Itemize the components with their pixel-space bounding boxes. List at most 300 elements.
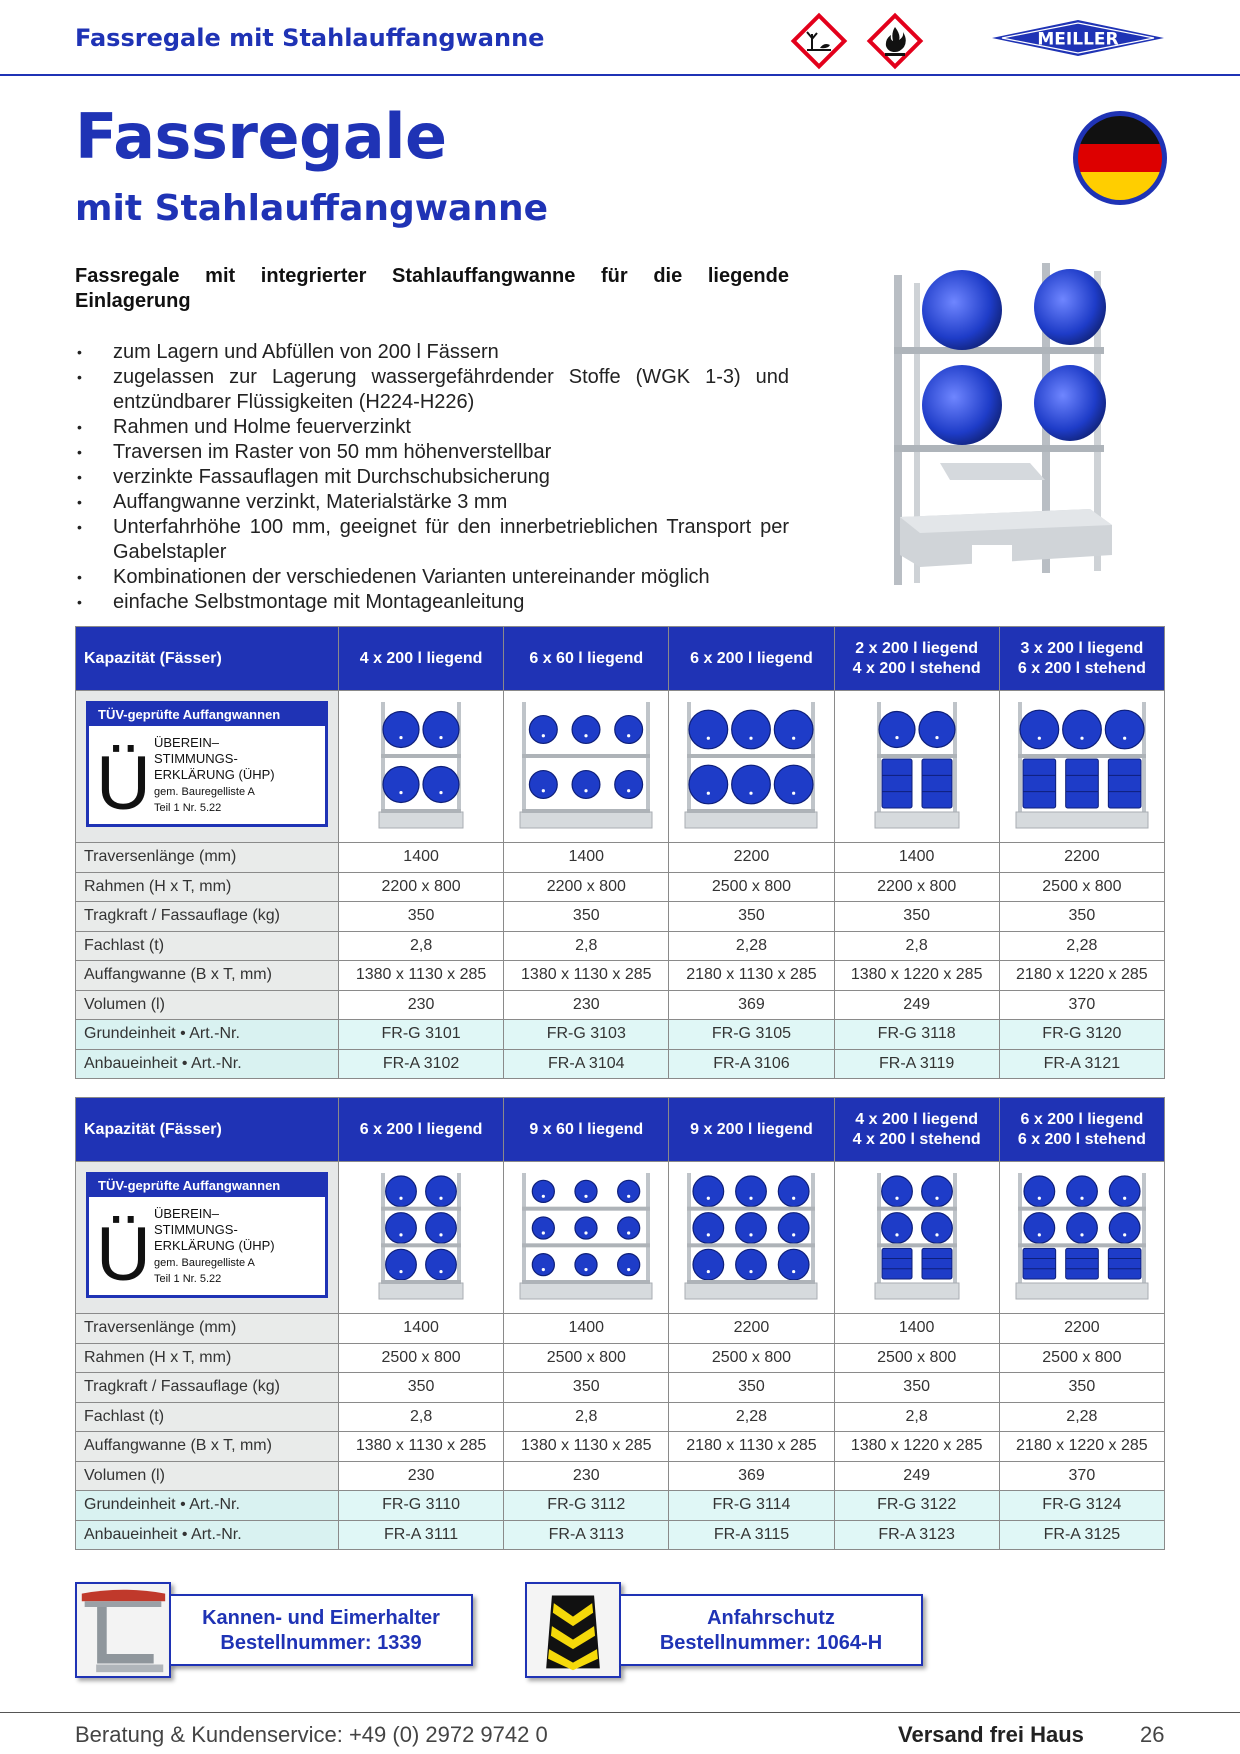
rack-sump <box>379 1283 463 1299</box>
accessory-impact-guard[interactable] <box>619 1594 923 1666</box>
drum-lying <box>693 1176 724 1207</box>
drum-standing <box>1108 1248 1141 1279</box>
drum-lying <box>426 1176 457 1207</box>
table-cell: 1380 x 1130 x 285 <box>339 1432 504 1462</box>
drum-lying <box>779 1249 810 1280</box>
rack-beam <box>687 809 815 813</box>
drum-bung <box>585 1268 588 1271</box>
rack-sump <box>520 1283 652 1299</box>
drum-lying <box>572 771 600 799</box>
drum-standing <box>1108 759 1141 808</box>
row-label: Grundeinheit • Art.-Nr. <box>76 1491 339 1521</box>
article-number-cell[interactable]: FR-A 3123 <box>834 1520 999 1550</box>
row-label: Volumen (l) <box>76 990 339 1020</box>
article-number-cell[interactable]: FR-G 3101 <box>339 1020 504 1050</box>
header-capacity-label: Kapazität (Fässer) <box>76 1098 339 1162</box>
feature-list <box>75 340 789 615</box>
drum-bung <box>935 736 938 739</box>
drum-lying <box>736 1249 767 1280</box>
capacity-line-2: 4 x 200 l stehend <box>852 659 981 677</box>
rack-sump <box>875 812 959 828</box>
row-label: Auffangwanne (B x T, mm) <box>76 961 339 991</box>
table-cell: 2200 x 800 <box>834 872 999 902</box>
accessory-image-can-holder[interactable] <box>75 1582 171 1678</box>
drum-bung <box>1038 1233 1041 1236</box>
table-cell: 350 <box>999 902 1164 932</box>
table-cell: 1400 <box>834 1314 999 1344</box>
drum-lying <box>689 710 728 749</box>
header-capacity-column <box>504 627 669 691</box>
row-label: Volumen (l) <box>76 1461 339 1491</box>
row-label: Tragkraft / Fassauflage (kg) <box>76 1373 339 1403</box>
rack-beam <box>1018 1243 1146 1247</box>
rack-diagram-cell <box>834 691 999 843</box>
table-row <box>76 1343 1165 1373</box>
drum-lying <box>386 1213 417 1244</box>
feature-item: • verzinkte Fassauflagen mit Durchschubsicherung <box>75 465 789 490</box>
drum-lying <box>615 716 643 744</box>
header-capacity-column <box>669 1098 834 1162</box>
drum-bung <box>439 736 442 739</box>
table-cell: 350 <box>834 902 999 932</box>
table-cell: 2,8 <box>339 931 504 961</box>
page-subtitle: mit Stahlauffangwanne <box>75 188 548 229</box>
rack-beam <box>522 809 650 813</box>
rack-upright <box>1142 1173 1146 1297</box>
table-row <box>76 961 1165 991</box>
rack-beam <box>381 754 461 758</box>
drum-lying <box>423 767 459 803</box>
table-cell: 230 <box>504 990 669 1020</box>
drum-bung <box>439 1233 442 1236</box>
accessory-image-impact-guard[interactable] <box>525 1582 621 1678</box>
drum-lying <box>1109 1213 1140 1244</box>
capacity-line-1: 4 x 200 l liegend <box>359 649 483 667</box>
drum-lying <box>618 1254 640 1276</box>
rack-upright <box>687 702 691 826</box>
article-number-cell[interactable]: FR-G 3118 <box>834 1020 999 1050</box>
table-row <box>76 1461 1165 1491</box>
table-image-row <box>76 1162 1165 1314</box>
table-cell: 2200 x 800 <box>339 872 504 902</box>
drum-lying <box>575 1180 597 1202</box>
rack-sump <box>685 812 817 828</box>
capacity-line-1: 4 x 200 l liegend <box>855 1110 979 1128</box>
table-row <box>76 1491 1165 1521</box>
accessory-can-holder[interactable] <box>169 1594 473 1666</box>
tuv-badge-line4: gem. Bauregelliste A <box>154 1257 255 1269</box>
drum-lying <box>1020 710 1059 749</box>
table-cell: 2200 <box>999 1314 1164 1344</box>
feature-item: • zum Lagern und Abfüllen von 200 l Fässern <box>75 340 789 365</box>
table-row <box>76 931 1165 961</box>
table-cell: 2,8 <box>504 1402 669 1432</box>
drum-bung <box>542 1231 545 1234</box>
feature-item: • Traversen im Raster von 50 mm höhenverstellbar <box>75 440 789 465</box>
rack-diagram-cell <box>504 691 669 843</box>
drum-standing <box>922 1248 952 1279</box>
rack-beam <box>687 1243 815 1247</box>
rack-diagram <box>847 698 987 830</box>
rack-diagram <box>681 698 821 830</box>
rack-upright <box>522 702 526 826</box>
spec-table-1 <box>75 626 1165 1079</box>
drum-bung <box>627 1195 630 1198</box>
table-cell: 2180 x 1130 x 285 <box>669 1432 834 1462</box>
table-cell: 2,8 <box>339 1402 504 1432</box>
drum-lying <box>383 767 419 803</box>
tuv-badge-line4: gem. Bauregelliste A <box>154 786 255 798</box>
header-title: Fassregale mit Stahlauffangwanne <box>75 24 545 52</box>
drum-lying <box>386 1176 417 1207</box>
drum-bung <box>935 1197 938 1200</box>
article-number-cell[interactable]: FR-A 3121 <box>999 1049 1164 1079</box>
drum-lying <box>386 1249 417 1280</box>
capacity-line-1: 9 x 60 l liegend <box>529 1120 644 1138</box>
accessory-can-holder-order: Bestellnummer: 1339 <box>220 1632 422 1654</box>
header-capacity-column <box>999 627 1164 691</box>
drum-bung <box>1038 1197 1041 1200</box>
drum-bung <box>542 734 545 737</box>
article-number-cell[interactable]: FR-A 3113 <box>504 1520 669 1550</box>
article-number-cell[interactable]: FR-G 3122 <box>834 1491 999 1521</box>
accessory-impact-guard-name: Anfahrschutz <box>707 1607 835 1629</box>
capacity-line-1: 6 x 200 l liegend <box>359 1120 483 1138</box>
drum-bung <box>1080 1197 1083 1200</box>
table-cell: 350 <box>834 1373 999 1403</box>
drum-standing <box>882 759 912 808</box>
drum-bung <box>627 734 630 737</box>
drum-lying <box>732 765 771 804</box>
table-row <box>76 902 1165 932</box>
drum-bung <box>895 1233 898 1236</box>
rack-upright <box>646 702 650 826</box>
drum-lying <box>615 771 643 799</box>
article-number-cell[interactable]: FR-A 3115 <box>669 1520 834 1550</box>
header-capacity-column <box>669 627 834 691</box>
footer-divider <box>0 1712 1240 1713</box>
drum-bung <box>627 1231 630 1234</box>
article-number-cell[interactable]: FR-G 3105 <box>669 1020 834 1050</box>
table-cell: 230 <box>504 1461 669 1491</box>
drum-bung <box>1123 1233 1126 1236</box>
table-cell: 1380 x 1220 x 285 <box>834 961 999 991</box>
article-number-cell[interactable]: FR-G 3120 <box>999 1020 1164 1050</box>
table-cell: 2500 x 800 <box>669 1343 834 1373</box>
row-label: Fachlast (t) <box>76 931 339 961</box>
rack-sump <box>1016 812 1148 828</box>
article-number-cell[interactable]: FR-G 3103 <box>504 1020 669 1050</box>
drum-lying <box>779 1176 810 1207</box>
drum-lying <box>881 1213 912 1244</box>
table-row <box>76 1049 1165 1079</box>
drum-lying <box>572 716 600 744</box>
rack-beam <box>687 1207 815 1211</box>
table-row <box>76 1314 1165 1344</box>
feature-item: • zugelassen zur Lagerung wassergefährdender Stoffe (WGK 1-3) und entzündbarer Flüssigkeiten (H224-H226) <box>75 365 789 415</box>
rack-upright <box>381 702 385 826</box>
drum-bung <box>707 737 710 740</box>
tuv-badge-title: TÜV-geprüfte Auffangwannen <box>98 707 281 722</box>
product-photo-drum-rack <box>880 255 1120 605</box>
drum-lying <box>921 1176 952 1207</box>
rack-diagram-cell <box>669 1162 834 1314</box>
drum-lying <box>575 1217 597 1239</box>
article-number-cell[interactable]: FR-G 3124 <box>999 1491 1164 1521</box>
drum-bung <box>707 792 710 795</box>
table-row <box>76 1432 1165 1462</box>
drum-bung <box>707 1233 710 1236</box>
rack-diagram <box>351 1169 491 1301</box>
table-cell: 370 <box>999 990 1164 1020</box>
rack-diagram <box>1012 1169 1152 1301</box>
drum-lying <box>426 1213 457 1244</box>
table-cell: 2,28 <box>669 1402 834 1432</box>
rack-sump <box>875 1283 959 1299</box>
drum-bung <box>1038 737 1041 740</box>
tuv-badge-title: TÜV-geprüfte Auffangwannen <box>98 1178 281 1193</box>
rack-diagram <box>681 1169 821 1301</box>
rack-upright <box>811 702 815 826</box>
table-cell: 350 <box>999 1373 1164 1403</box>
drum-bung <box>895 1197 898 1200</box>
table-cell: 350 <box>504 1373 669 1403</box>
drum-bung <box>399 1197 402 1200</box>
footer-service-phone: Beratung & Kundenservice: +49 (0) 2972 9742 0 <box>75 1722 548 1747</box>
table-cell: 249 <box>834 1461 999 1491</box>
drum-standing <box>882 1248 912 1279</box>
capacity-line-1: 6 x 200 l liegend <box>1020 1110 1144 1128</box>
drum-lying <box>881 1176 912 1207</box>
table-cell: 370 <box>999 1461 1164 1491</box>
table-cell: 1400 <box>834 843 999 873</box>
table-row <box>76 1020 1165 1050</box>
drum-lying <box>779 1213 810 1244</box>
table-cell: 2200 x 800 <box>504 872 669 902</box>
can-holder-icon <box>77 1584 169 1676</box>
footer-shipping: Versand frei Haus <box>898 1722 1084 1747</box>
table-cell: 230 <box>339 990 504 1020</box>
article-number-cell[interactable]: FR-G 3114 <box>669 1491 834 1521</box>
drum-bung <box>750 737 753 740</box>
drum-lying <box>1024 1176 1055 1207</box>
drum-standing <box>1066 1248 1099 1279</box>
article-number-cell[interactable]: FR-G 3112 <box>504 1491 669 1521</box>
header-capacity-column <box>339 627 504 691</box>
row-label: Anbaueinheit • Art.-Nr. <box>76 1520 339 1550</box>
article-number-cell[interactable]: FR-A 3106 <box>669 1049 834 1079</box>
drum-lying <box>575 1254 597 1276</box>
spec-table-2 <box>75 1097 1165 1550</box>
drum-bung <box>793 1233 796 1236</box>
table-cell: 2200 <box>669 843 834 873</box>
rack-upright <box>1142 702 1146 826</box>
row-label: Rahmen (H x T, mm) <box>76 1343 339 1373</box>
drum-bung <box>399 791 402 794</box>
table-cell: 2,28 <box>669 931 834 961</box>
drum-bung <box>399 736 402 739</box>
drum-lying <box>736 1176 767 1207</box>
drum-lying <box>530 771 558 799</box>
capacity-line-2: 6 x 200 l stehend <box>1017 659 1146 677</box>
table-cell: 2500 x 800 <box>999 1343 1164 1373</box>
meiller-logo <box>992 20 1164 56</box>
tuv-badge-line3: ERKLÄRUNG (ÜHP) <box>154 1238 275 1253</box>
drum-lying <box>1067 1213 1098 1244</box>
table-cell: 2,8 <box>504 931 669 961</box>
rack-upright <box>1018 1173 1022 1297</box>
rack-upright <box>646 1173 650 1297</box>
drum-bung <box>1123 737 1126 740</box>
article-number-cell[interactable]: FR-A 3119 <box>834 1049 999 1079</box>
feature-item: • Rahmen und Holme feuerverzinkt <box>75 415 789 440</box>
rack-diagram-cell <box>504 1162 669 1314</box>
table-cell: 249 <box>834 990 999 1020</box>
drum-lying <box>618 1180 640 1202</box>
feature-item: • einfache Selbstmontage mit Montageanleitung <box>75 590 789 615</box>
article-number-cell[interactable]: FR-A 3102 <box>339 1049 504 1079</box>
rack-beam <box>877 1207 957 1211</box>
rack-beam <box>381 1243 461 1247</box>
rack-beam <box>687 754 815 758</box>
table-cell: 369 <box>669 1461 834 1491</box>
drum-bung <box>439 1270 442 1273</box>
drum-bung <box>585 734 588 737</box>
rack-diagram-cell <box>834 1162 999 1314</box>
article-number-cell[interactable]: FR-A 3125 <box>999 1520 1164 1550</box>
table-header-row <box>76 1098 1165 1162</box>
drum-lying <box>736 1213 767 1244</box>
tuv-badge-line2: STIMMUNGS- <box>154 751 238 766</box>
drum-standing <box>1066 759 1099 808</box>
drum-lying <box>530 716 558 744</box>
drum-standing <box>1023 1248 1056 1279</box>
drum-lying <box>423 712 459 748</box>
drum-lying <box>879 712 915 748</box>
drum-lying <box>919 712 955 748</box>
table-cell: 350 <box>669 1373 834 1403</box>
header-capacity-column <box>834 1098 999 1162</box>
tuv-badge-line3: ERKLÄRUNG (ÜHP) <box>154 767 275 782</box>
rack-upright <box>381 1173 385 1297</box>
rack-upright <box>1018 702 1022 826</box>
drum-lying <box>533 1180 555 1202</box>
table-cell: 2500 x 800 <box>669 872 834 902</box>
drum-bung <box>1123 1197 1126 1200</box>
table-row <box>76 1402 1165 1432</box>
tuv-badge-letter: Ü <box>96 741 151 826</box>
table-cell: 1380 x 1130 x 285 <box>504 961 669 991</box>
drum-lying <box>693 1249 724 1280</box>
drum-lying <box>1105 710 1144 749</box>
tuv-badge-cell <box>76 691 339 843</box>
table-image-row <box>76 691 1165 843</box>
table-cell: 2,28 <box>999 931 1164 961</box>
rack-beam <box>1018 1207 1146 1211</box>
drum-bung <box>935 1233 938 1236</box>
rack-sump <box>520 812 652 828</box>
drum-bung <box>542 1195 545 1198</box>
drum-standing <box>1023 759 1056 808</box>
capacity-line-2: 4 x 200 l stehend <box>852 1130 981 1148</box>
intro-text: Fassregale mit integrierter Stahlauffangwanne für die liegende Einlagerung <box>75 265 789 312</box>
tuv-certification-badge <box>86 1172 328 1298</box>
table-cell: 350 <box>339 1373 504 1403</box>
rack-diagram <box>847 1169 987 1301</box>
rack-diagram-cell <box>999 691 1164 843</box>
table-cell: 2500 x 800 <box>339 1343 504 1373</box>
drum-bung <box>793 1197 796 1200</box>
page-title: Fassregale <box>75 100 447 173</box>
article-number-cell[interactable]: FR-A 3111 <box>339 1520 504 1550</box>
drum-bung <box>895 736 898 739</box>
tuv-badge-line5: Teil 1 Nr. 5.22 <box>154 1273 222 1285</box>
impact-guard-icon <box>527 1584 619 1676</box>
table-cell: 2500 x 800 <box>834 1343 999 1373</box>
capacity-line-1: 6 x 60 l liegend <box>529 649 644 667</box>
rack-sump <box>685 1283 817 1299</box>
drum-lying <box>383 712 419 748</box>
article-number-cell[interactable]: FR-G 3110 <box>339 1491 504 1521</box>
drum-bung <box>585 1195 588 1198</box>
tuv-badge-cell <box>76 1162 339 1314</box>
row-label: Fachlast (t) <box>76 1402 339 1432</box>
rack-beam <box>381 809 461 813</box>
table-cell: 230 <box>339 1461 504 1491</box>
rack-beam <box>522 1207 650 1211</box>
table-cell: 2180 x 1220 x 285 <box>999 961 1164 991</box>
rack-beam <box>877 754 957 758</box>
row-label: Traversenlänge (mm) <box>76 843 339 873</box>
drum-lying <box>775 710 814 749</box>
tuv-certification-badge <box>86 701 328 827</box>
table-cell: 1380 x 1130 x 285 <box>504 1432 669 1462</box>
rack-diagram-cell <box>999 1162 1164 1314</box>
rack-upright <box>877 1173 881 1297</box>
table-cell: 2180 x 1130 x 285 <box>669 961 834 991</box>
rack-upright <box>522 1173 526 1297</box>
article-number-cell[interactable]: FR-A 3104 <box>504 1049 669 1079</box>
table-row <box>76 990 1165 1020</box>
row-label: Auffangwanne (B x T, mm) <box>76 1432 339 1462</box>
header-capacity-column <box>339 1098 504 1162</box>
feature-item: • Kombinationen der verschiedenen Varianten untereinander möglich <box>75 565 789 590</box>
tuv-badge-line1: ÜBEREIN– <box>154 735 220 750</box>
table-cell: 1380 x 1130 x 285 <box>339 961 504 991</box>
drum-lying <box>693 1213 724 1244</box>
table-cell: 350 <box>669 902 834 932</box>
drum-bung <box>707 1270 710 1273</box>
table-cell: 1400 <box>504 843 669 873</box>
table-row <box>76 1520 1165 1550</box>
accessory-can-holder-name: Kannen- und Eimerhalter <box>202 1607 440 1629</box>
table-cell: 2500 x 800 <box>999 872 1164 902</box>
table-cell: 369 <box>669 990 834 1020</box>
table-cell: 2,8 <box>834 1402 999 1432</box>
header-capacity-column <box>999 1098 1164 1162</box>
rack-diagram-cell <box>339 1162 504 1314</box>
rack-upright <box>457 702 461 826</box>
table-row <box>76 843 1165 873</box>
header-capacity-column <box>504 1098 669 1162</box>
drum-bung <box>1080 737 1083 740</box>
drum-bung <box>793 737 796 740</box>
rack-diagram <box>516 698 656 830</box>
capacity-line-1: 6 x 200 l liegend <box>690 649 813 667</box>
tuv-badge-letter: Ü <box>96 1212 151 1297</box>
table-row <box>76 1373 1165 1403</box>
table-cell: 2,8 <box>834 931 999 961</box>
